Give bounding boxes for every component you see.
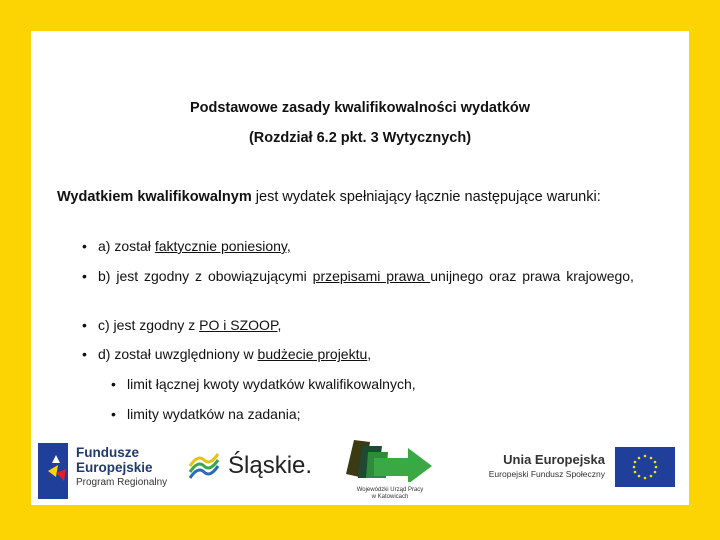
- item-underlined: przepisami prawa: [312, 268, 431, 284]
- item-underlined: faktycznie poniesiony,: [154, 238, 291, 254]
- wup-line2: w Katowicach: [371, 494, 409, 500]
- slaskie-waves-icon: [188, 450, 220, 482]
- ue-logo-text: [470, 452, 605, 479]
- item-underlined: PO i SZOOP: [199, 317, 278, 333]
- item-text: ,: [277, 317, 282, 333]
- fe-line1: Fundusze: [76, 445, 139, 460]
- fe-line2: Europejskie: [76, 460, 153, 475]
- list-item: [82, 315, 658, 335]
- sub-list-item: [111, 404, 301, 424]
- fe-line3: Program Regionalny: [76, 477, 168, 488]
- bullet: •: [82, 317, 87, 333]
- fundusze-europejskie-logo: [38, 443, 168, 504]
- bullet: •: [111, 406, 116, 422]
- slaskie-text: Śląskie.: [228, 452, 313, 479]
- fe-flag-icon: [38, 443, 68, 499]
- eu-flag-icon: [615, 447, 675, 492]
- bullet: •: [111, 376, 116, 392]
- bullet: •: [82, 346, 87, 362]
- intro-rest: jest wydatek spełniający łącznie następujące warunki:: [251, 189, 601, 205]
- item-text: limit łącznej kwoty wydatków kwalifikowalnych,: [127, 376, 416, 392]
- item-text: c) jest zgodny z: [98, 317, 200, 333]
- item-text: d) został uwzględniony w: [98, 346, 258, 362]
- intro-paragraph: [57, 187, 660, 207]
- bullet: •: [82, 268, 87, 284]
- slaskie-logo: [188, 450, 313, 487]
- wup-line1: Wojewódzki Urząd Pracy: [356, 487, 424, 493]
- intro-bold: Wydatkiem kwalifikowalnym: [57, 189, 252, 205]
- item-text: b) jest zgodny z obowiązującymi: [98, 268, 313, 284]
- list-item: [82, 266, 660, 286]
- item-underlined: budżecie projektu: [257, 346, 368, 362]
- wup-logo: [340, 438, 440, 504]
- list-item: [82, 236, 658, 256]
- ue-line1: Unia Europejska: [503, 452, 605, 467]
- list-item: [82, 344, 658, 364]
- item-text: limity wydatków na zadania;: [127, 406, 301, 422]
- item-text: unijnego oraz prawa krajowego,: [430, 268, 634, 284]
- slide-title: Podstawowe zasady kwalifikowalności wydatków: [189, 100, 531, 116]
- item-text: ,: [367, 346, 372, 362]
- slide-subtitle: (Rozdział 6.2 pkt. 3 Wytycznych): [248, 130, 472, 146]
- wup-arrow-icon: [340, 438, 440, 482]
- ue-line2: Europejski Fundusz Społeczny: [488, 469, 605, 479]
- sub-list-item: [111, 374, 416, 394]
- bullet: •: [82, 238, 87, 254]
- item-text: a) został: [98, 238, 155, 254]
